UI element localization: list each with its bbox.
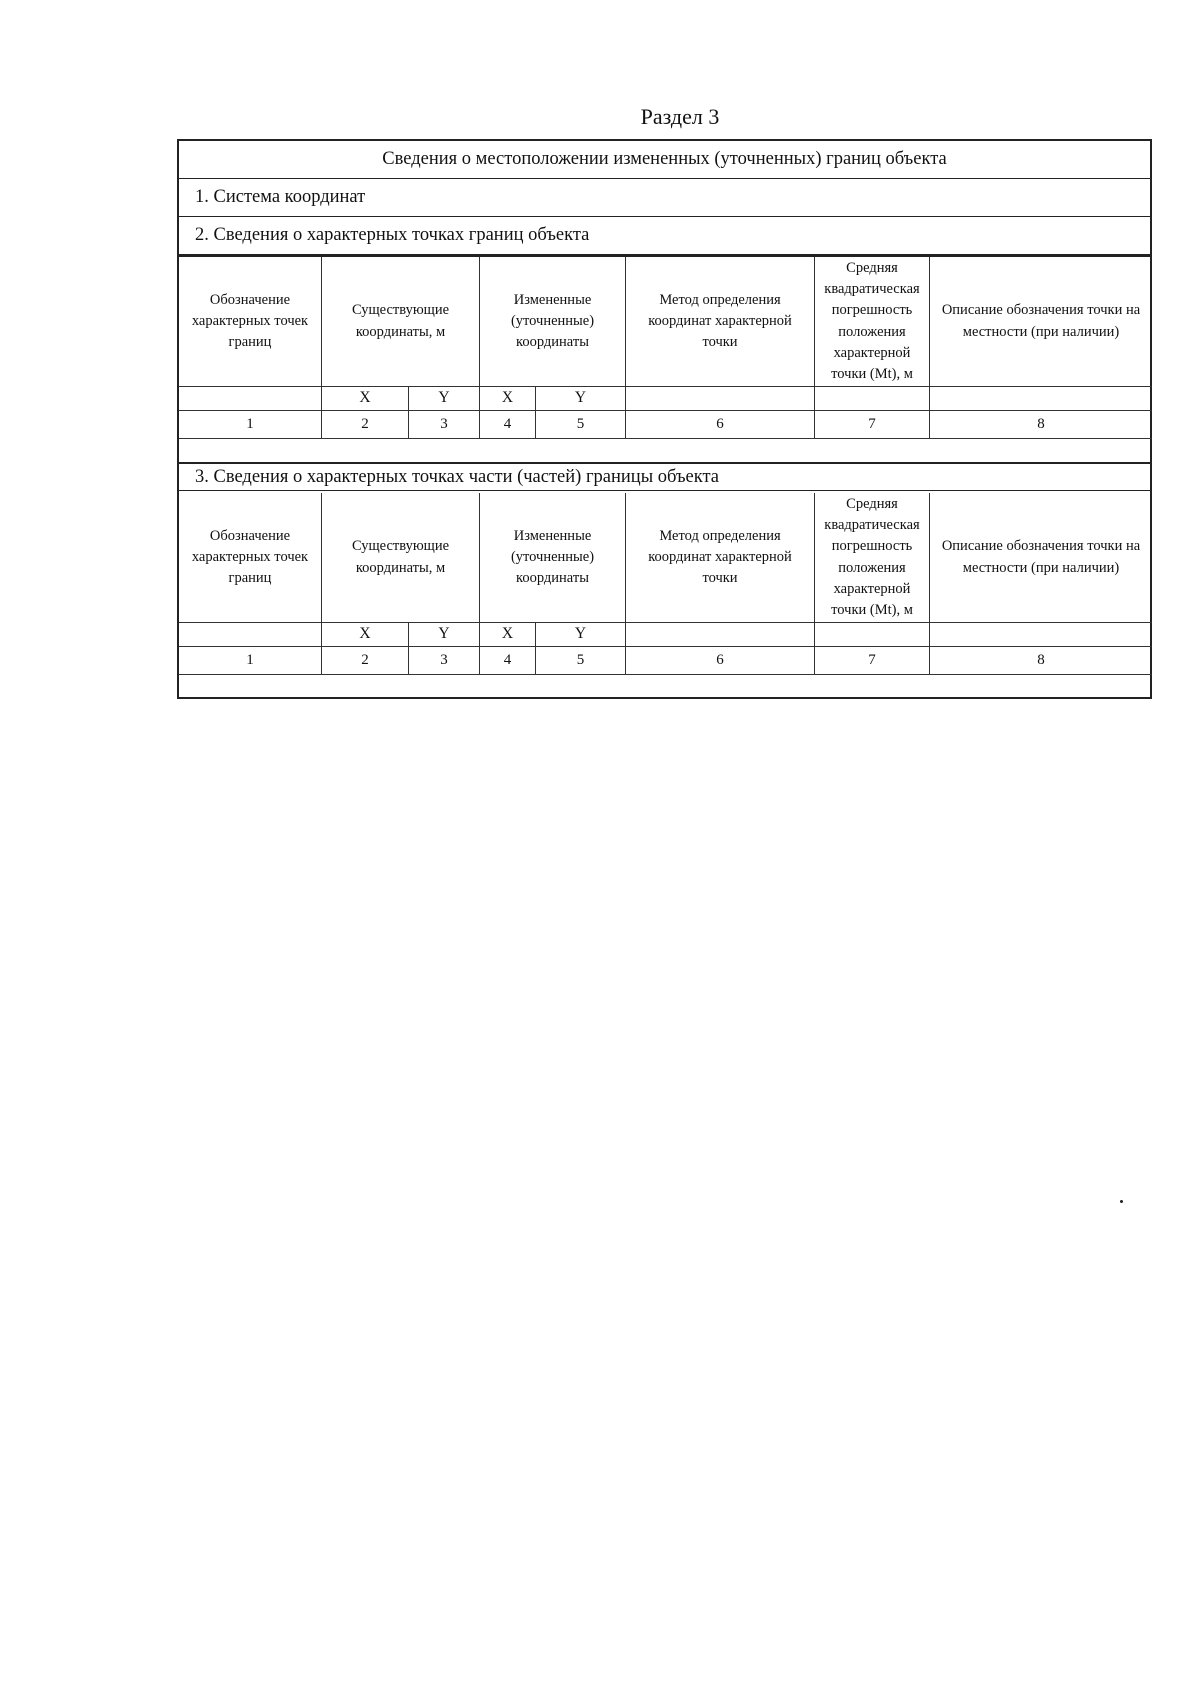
section-table bbox=[177, 139, 1152, 699]
column-number: 7 bbox=[815, 411, 930, 439]
xy-row-blank bbox=[179, 623, 322, 647]
column-number: 8 bbox=[930, 647, 1152, 675]
empty-data-row bbox=[179, 437, 1150, 463]
part-boundary-points-table bbox=[179, 493, 1150, 681]
header-existing-coords: Существующие координаты, м bbox=[322, 257, 480, 387]
boundary-points-table bbox=[179, 255, 1150, 443]
column-number: 4 bbox=[480, 647, 536, 675]
column-number: 3 bbox=[409, 647, 480, 675]
column-number: 1 bbox=[179, 411, 322, 439]
changed-y-label: Y bbox=[536, 387, 626, 411]
changed-x-label: X bbox=[480, 623, 536, 647]
stray-mark bbox=[1120, 1200, 1123, 1203]
xy-row-blank bbox=[626, 387, 815, 411]
header-mean-error: Средняя квадратическая погрешность положения характерной точки (Mt), м bbox=[815, 257, 930, 387]
header-point-designation: Обозначение характерных точек границ bbox=[179, 257, 322, 387]
boundary-points-heading: 2. Сведения о характерных точках границ объекта bbox=[179, 217, 1150, 255]
column-number: 6 bbox=[626, 647, 815, 675]
header-method: Метод определения координат характерной точки bbox=[626, 493, 815, 623]
header-changed-coords: Измененные (уточненные) координаты bbox=[480, 257, 626, 387]
page-title: Раздел 3 bbox=[640, 104, 720, 129]
header-description: Описание обозначения точки на местности (при наличии) bbox=[930, 257, 1152, 387]
column-number: 6 bbox=[626, 411, 815, 439]
xy-row-blank bbox=[815, 623, 930, 647]
changed-y-label: Y bbox=[536, 623, 626, 647]
header-point-designation: Обозначение характерных точек границ bbox=[179, 493, 322, 623]
column-number: 7 bbox=[815, 647, 930, 675]
column-number: 2 bbox=[322, 411, 409, 439]
column-number: 1 bbox=[179, 647, 322, 675]
xy-row-blank bbox=[815, 387, 930, 411]
column-number: 4 bbox=[480, 411, 536, 439]
changed-x-label: X bbox=[480, 387, 536, 411]
xy-row-blank bbox=[626, 623, 815, 647]
existing-x-label: X bbox=[322, 387, 409, 411]
part-boundary-points-heading: 3. Сведения о характерных точках части (частей) границы объекта bbox=[179, 463, 1150, 491]
header-existing-coords: Существующие координаты, м bbox=[322, 493, 480, 623]
header-mean-error: Средняя квадратическая погрешность положения характерной точки (Mt), м bbox=[815, 493, 930, 623]
existing-y-label: Y bbox=[409, 387, 480, 411]
header-method: Метод определения координат характерной точки bbox=[626, 257, 815, 387]
xy-row-blank bbox=[179, 387, 322, 411]
coordinate-system-row: 1. Система координат bbox=[179, 179, 1150, 217]
header-description: Описание обозначения точки на местности (при наличии) bbox=[930, 493, 1152, 623]
column-number: 5 bbox=[536, 647, 626, 675]
column-number: 5 bbox=[536, 411, 626, 439]
existing-y-label: Y bbox=[409, 623, 480, 647]
column-number: 3 bbox=[409, 411, 480, 439]
column-number: 2 bbox=[322, 647, 409, 675]
existing-x-label: X bbox=[322, 623, 409, 647]
xy-row-blank bbox=[930, 623, 1152, 647]
section-heading: Сведения о местоположении измененных (уточненных) границ объекта bbox=[179, 141, 1150, 179]
empty-data-row bbox=[179, 675, 1150, 697]
xy-row-blank bbox=[930, 387, 1152, 411]
column-number: 8 bbox=[930, 411, 1152, 439]
header-changed-coords: Измененные (уточненные) координаты bbox=[480, 493, 626, 623]
